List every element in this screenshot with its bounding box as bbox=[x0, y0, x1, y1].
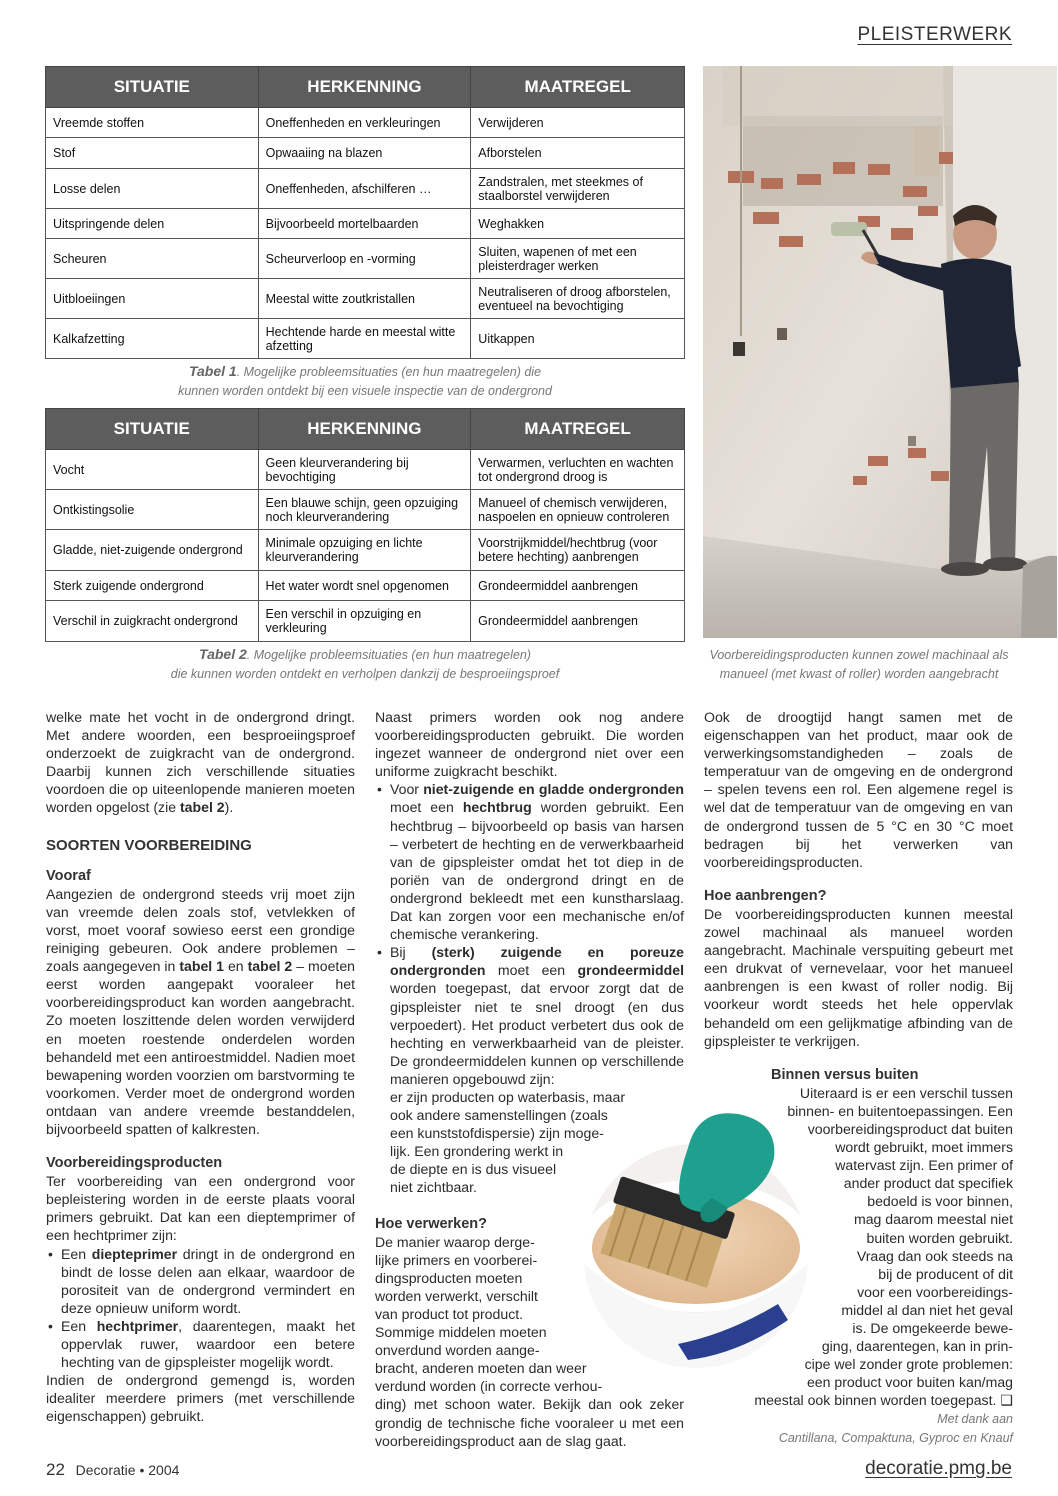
table-cell: Hechtende harde en meestal witte afzetting bbox=[258, 319, 471, 359]
text-line: bedoeld is voor binnen, bbox=[867, 1193, 1013, 1210]
table-cell: Uitspringende delen bbox=[46, 209, 259, 239]
text-line: ging, daarentegen, kan in prin- bbox=[821, 1338, 1013, 1355]
table-row bbox=[46, 450, 685, 490]
paragraph: ding) met schoon water. Bekijk dan ook zeker grondig de technische fiche vooraleer u met een voorbereidingsproduct aan de slag gaat. bbox=[375, 1396, 684, 1449]
table-cell: Weghakken bbox=[471, 209, 685, 239]
caption-text: die kunnen worden ontdekt en verholpen dankzij de besproeiingsproef bbox=[170, 667, 560, 681]
table-cell: Grondeermiddel aanbrengen bbox=[471, 601, 685, 642]
text-line: Uiteraard is er een verschil tussen bbox=[799, 1084, 1013, 1101]
column-1 bbox=[46, 708, 355, 1425]
table-row bbox=[46, 169, 685, 209]
text-line: ander product dat specifiek bbox=[843, 1175, 1013, 1192]
text-line: voor een voorbereidings- bbox=[857, 1283, 1013, 1300]
table-cell: Bijvoorbeeld mortelbaarden bbox=[258, 209, 471, 239]
caption-text: Voorbereidingsproducten kunnen zowel machinaal als bbox=[709, 648, 1009, 662]
table-cell: Opwaaiing na blazen bbox=[258, 138, 471, 169]
paragraph: Ter voorbereiding van een ondergrond voor bepleistering worden in de eerste plaats vooral primers gebruikt. Dat kan een dieptemprimer of een hechtprimer zijn: bbox=[46, 1173, 355, 1244]
text-line: is. De omgekeerde bewe- bbox=[852, 1320, 1013, 1336]
page-number: 22 bbox=[46, 1460, 65, 1479]
paragraph: welke mate het vocht in de ondergrond dringt. Met andere woorden, een besproeiingsproef onderzoekt de zuigkracht van de ondergrond. Daarbij kunnen zich verschillende situaties voordoen die op uiteenlopende manieren moeten worden opgelost (zie tabel 2). bbox=[46, 709, 355, 816]
caption-text: . Mogelijke probleemsituaties (en hun maatregelen) die bbox=[236, 365, 542, 379]
table-cell: Kalkafzetting bbox=[46, 319, 259, 359]
table-cell: Ontkistingsolie bbox=[46, 490, 259, 530]
table-cell: Een blauwe schijn, geen opzuiging noch kleurverandering bbox=[258, 490, 471, 530]
text-line: wordt gebruikt, moet immers bbox=[835, 1139, 1013, 1156]
acknowledgement: Met dank aan Cantillana, Compaktuna, Gyproc en Knauf bbox=[778, 1412, 1013, 1446]
text-line: mag daarom meestal niet bbox=[853, 1211, 1013, 1228]
text-line: watervast zijn. Een primer of bbox=[835, 1157, 1013, 1174]
table-row bbox=[46, 319, 685, 359]
wrapped-text: er zijn producten op waterbasis, maar ook andere samenstellingen (zoals een kunststofdispersie) zijn moge- lijk. Een grondering werkt in de diepte en is dus visueel niet zichtbaar. bbox=[390, 1088, 626, 1196]
magazine-name: Decoratie • 2004 bbox=[75, 1462, 180, 1478]
table-cell: Stof bbox=[46, 138, 259, 169]
table-cell: Sluiten, wapenen of met een pleisterdrager werken bbox=[471, 239, 685, 279]
column-header: MAATREGEL bbox=[471, 67, 685, 108]
table-row bbox=[46, 571, 685, 601]
photo-illustration bbox=[703, 66, 1057, 638]
column-3 bbox=[704, 708, 1013, 1448]
list-item: • Bij (sterk) zuigende en poreuze ondergronden moet een grondeermiddel worden toegepast, dat ervoor zorgt dat de gipspleister niet te snel droogt (en dus verpoedert). Het product verbetert dus ook de hechting en verwerkbaarheid van de pleister. De grondeermiddelen kunnen op verschillende manieren opgebouwd zijn: bbox=[390, 943, 684, 1088]
table-cell: Uitkappen bbox=[471, 319, 685, 359]
table-row bbox=[46, 239, 685, 279]
table-row bbox=[46, 530, 685, 571]
paragraph: Naast primers worden ook nog andere voorbereidingsproducten gebruikt. Die worden ingezet wanneer de ondergrond niet over een uniforme zuigkracht beschikt. bbox=[375, 709, 684, 780]
column-header: HERKENNING bbox=[258, 409, 471, 450]
wrapped-text bbox=[704, 1084, 1013, 1410]
text-line: binnen- en buitentoepassingen. Een bbox=[787, 1102, 1013, 1119]
caption-label: Tabel 2 bbox=[199, 646, 247, 662]
table-cell: Losse delen bbox=[46, 169, 259, 209]
table-cell: Oneffenheden en verkleuringen bbox=[258, 108, 471, 138]
table-cell: Verwijderen bbox=[471, 108, 685, 138]
table-row bbox=[46, 138, 685, 169]
section-title: PLEISTERWERK bbox=[857, 24, 1012, 45]
table-cell: Scheuren bbox=[46, 239, 259, 279]
table-1-caption bbox=[45, 362, 685, 401]
paragraph: Indien de ondergrond gemengd is, worden idealiter meerdere primers (met verschillende eigenschappen) gebruikt. bbox=[46, 1372, 355, 1425]
table-cell: Neutraliseren of droog afborstelen, eventueel na bevochtiging bbox=[471, 279, 685, 319]
table-cell: Uitbloeiingen bbox=[46, 279, 259, 319]
subheading: Hoe aanbrengen? bbox=[704, 887, 827, 904]
paragraph: Ook de droogtijd hangt samen met de eigenschappen van het product, maar ook de verwerkingsomstandigheden – zoals de temperatuur van de omgeving en de ondergrond – spelen tevens een rol. Een algemene regel is wel dat de temperatuur van de omgeving en van de ondergrond tussen de 5 °C en 30 °C moet bedragen bij het verwerken van voorbereidingsproducten. bbox=[704, 709, 1013, 870]
table-row bbox=[46, 279, 685, 319]
table-cell: Afborstelen bbox=[471, 138, 685, 169]
bullet-list bbox=[375, 780, 684, 1088]
photo-caption bbox=[703, 646, 1015, 684]
text-line: bij de producent of dit bbox=[878, 1265, 1013, 1282]
list-item: • Een diepteprimer dringt in de ondergrond en bindt de losse delen aan elkaar, waardoor de porositeit van de ondergrond vermindert en deze opnieuw uniform wordt. bbox=[61, 1245, 355, 1317]
table-1 bbox=[45, 66, 685, 359]
table-cell: Minimale opzuiging en lichte kleurverandering bbox=[258, 530, 471, 571]
table-cell: Oneffenheden, afschilferen … bbox=[258, 169, 471, 209]
table-cell: Manueel of chemisch verwijderen, naspoelen en opnieuw controleren bbox=[471, 490, 685, 530]
subheading: Binnen versus buiten bbox=[771, 1066, 919, 1083]
table-cell: Gladde, niet-zuigende ondergrond bbox=[46, 530, 259, 571]
column-header: HERKENNING bbox=[258, 67, 471, 108]
wrapped-text: De manier waarop derge- lijke primers en voorberei- dingsproducten moeten worden verwerkt, verschilt van product tot product. Sommige middelen moeten onverdund worden aange- bracht, anderen moeten dan weer verdund worden (in correcte verhou- bbox=[375, 1233, 603, 1395]
list-item: • Een hechtprimer, daarentegen, maakt het oppervlak ruwer, waardoor een betere hechting van de gipspleister mogelijk wordt. bbox=[61, 1317, 355, 1371]
page-footer bbox=[46, 1460, 179, 1480]
caption-text: manueel (met kwast of roller) worden aangebracht bbox=[719, 667, 999, 681]
subheading: Hoe verwerken? bbox=[375, 1215, 488, 1232]
text-line: meestal ook binnen worden toegepast. ❑ bbox=[754, 1392, 1013, 1409]
text-line: cipe wel zonder grote problemen: bbox=[804, 1356, 1013, 1373]
column-header: MAATREGEL bbox=[471, 409, 685, 450]
plasterer-photo bbox=[703, 66, 1057, 638]
table-row bbox=[46, 209, 685, 239]
table-cell: Sterk zuigende ondergrond bbox=[46, 571, 259, 601]
website-link[interactable]: decoratie.pmg.be bbox=[865, 1458, 1012, 1479]
caption-text: . Mogelijke probleemsituaties (en hun maatregelen) bbox=[246, 648, 531, 662]
text-line: een product voor buiten kan/mag bbox=[806, 1374, 1013, 1391]
text-line: middel al dan niet het geval bbox=[841, 1301, 1013, 1318]
subheading: Vooraf bbox=[46, 867, 91, 884]
section-heading: SOORTEN VOORBEREIDING bbox=[46, 836, 252, 854]
bullet-list bbox=[46, 1245, 355, 1372]
table-row bbox=[46, 490, 685, 530]
table-cell: Voorstrijkmiddel/hechtbrug (voor betere hechting) aanbrengen bbox=[471, 530, 685, 571]
subheading: Voorbereidingsproducten bbox=[46, 1155, 223, 1172]
table-cell: Meestal witte zoutkristallen bbox=[258, 279, 471, 319]
table-cell: Vocht bbox=[46, 450, 259, 490]
column-header: SITUATIE bbox=[46, 67, 259, 108]
caption-label: Tabel 1 bbox=[188, 363, 237, 379]
table-2 bbox=[45, 408, 685, 642]
table-cell: Vreemde stoffen bbox=[46, 108, 259, 138]
table-cell: Scheurverloop en -vorming bbox=[258, 239, 471, 279]
table-cell: Het water wordt snel opgenomen bbox=[258, 571, 471, 601]
table-row bbox=[46, 108, 685, 138]
text-line: Vraag dan ook steeds na bbox=[856, 1247, 1013, 1264]
table-cell: Geen kleurverandering bij bevochtiging bbox=[258, 450, 471, 490]
table-cell: Zandstralen, met steekmes of staalborstel verwijderen bbox=[471, 169, 685, 209]
paragraph: Aangezien de ondergrond steeds vrij moet zijn van vreemde delen zoals stof, vetvlekken of vorst, moet vooraf sowieso eerst een grondige reiniging gebeuren. Ook andere problemen – zoals aangegeven in tabel 1 en tabel 2 – moeten eerst worden aangepakt vooraleer het voorbereidingsproduct kan worden aangebracht. Zo moeten loszittende delen worden verwijderd en moeten roestende onderdelen worden behandeld met een antiroestmiddel. Nadien moet bewapening worden voorzien om barstvorming te voorkomen. Verder moet de ondergrond worden ontdaan van andere vreemde bestanddelen, bijvoorbeeld spatten of kalkresten. bbox=[46, 885, 356, 1137]
table-cell: Grondeermiddel aanbrengen bbox=[471, 571, 685, 601]
table-cell: Een verschil in opzuiging en verkleuring bbox=[258, 601, 471, 642]
text-line: buiten worden gebruikt. bbox=[866, 1229, 1013, 1246]
paragraph: De voorbereidingsproducten kunnen meestal zowel machinaal als manueel worden aangebracht. Machinale verspuiting gebeurt met een drukvat of vernevelaar, voor het manueel aanbrengen is een kwast of roller nodig. Bij voorkeur wordt steeds het hele oppervlak behandeld om een gelijkmatige afbinding van de gipspleister te verkrijgen. bbox=[704, 905, 1013, 1049]
table-cell: Verschil in zuigkracht ondergrond bbox=[46, 601, 259, 642]
caption-text: kunnen worden ontdekt bij een visuele inspectie van de ondergrond bbox=[178, 384, 552, 398]
text-line: voorbereidingsproduct dat buiten bbox=[807, 1120, 1013, 1137]
table-cell: Verwarmen, verluchten en wachten tot ondergrond droog is bbox=[471, 450, 685, 490]
list-item: • Voor niet-zuigende en gladde ondergronden moet een hechtbrug worden gebruikt. Een hechtbrug – bijvoorbeeld op basis van harsen – verbetert de hechting en de verwerkbaarheid van de gipspleister omdat het tot diep in de poriën van de ondergrond dringt en de ondergrond bekleedt met een kunstharslaag. Dat kan zorgen voor een mechanische en/of chemische verankering. bbox=[390, 780, 684, 943]
end-mark-icon: ❑ bbox=[1000, 1392, 1013, 1409]
column-header: SITUATIE bbox=[46, 409, 259, 450]
table-2-caption bbox=[45, 645, 685, 684]
table-row bbox=[46, 601, 685, 642]
